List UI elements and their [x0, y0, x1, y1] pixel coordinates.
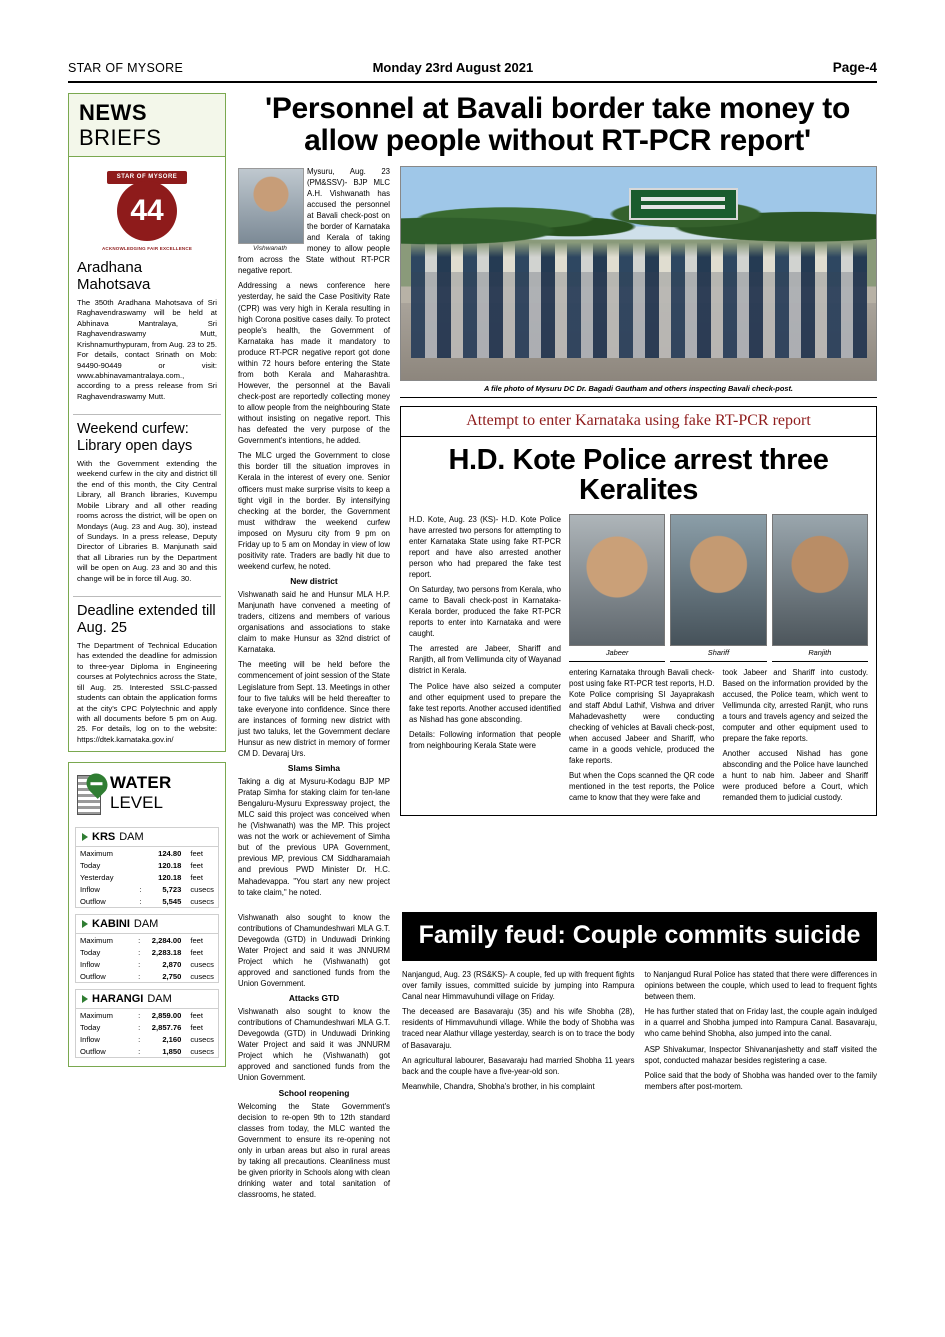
photo-caption: Vishwanath [253, 244, 287, 252]
story-paragraph: Taking a dig at Mysuru-Kodagu BJP MP Pratap Simha for staking claim for ten-lane Bengaluru-Mysuru Expressway project, the MLC said this project was conceived when he (Vishwanath) was the MP. This project was not the work or achievement of Simha but of the previous UPA Government, previous MP, previous CM Siddharamaiah and previous PWD Minister Dr. H.C. Mahadevappa. "You start any new project to take claim," he noted. [238, 776, 390, 897]
story-paragraph: Vishwanath also sought to know the contributions of Chamundeshwari MLA G.T. Devegowda (GTD) in Unduwadi Drinking Water Project and said it was JNNURM Project which he (Vishwanath) got approved and sanctioned funds from the Union Government. [238, 1007, 390, 1083]
row-value: 5,723 [162, 884, 182, 894]
row-sep [135, 859, 145, 871]
lead-story-top [238, 166, 877, 902]
row-label: Yesterday [80, 872, 114, 882]
story-paragraph: Vishwanath said he and Hunsur MLA H.P. Manjunath have convened a meeting of traders, citizens and members of various organisations and associations to stake claim to make Hunsur as 32nd district of Karnataka. [238, 590, 390, 655]
story-paragraph: entering Karnataka through Bavali check-post using fake RT-PCR test reports, H.D. Kote Police comprising SI Jayaprakash and staff Abdul Lathif, Vishwa and driver Mahadevashetty were conducting checking of vehicles at Bavali check-post, when accused Jabeer and Shariff, who came in a goods vehicle, produced the fake reports. [569, 667, 715, 766]
story-paragraph: Mysuru, Aug. 23 (PM&SSV)- BJP MLC A.H. Vishwanath has accused the personnel at Bavali check-post on the border of Karnataka and Kerala of taking money to allow people from across the State without RT-PCR negative report. [238, 166, 390, 276]
row-unit: cusecs [190, 1046, 214, 1056]
dam-block-harangi [75, 989, 219, 1058]
table-row [76, 1021, 218, 1033]
story-paragraph: Meanwhile, Chandra, Shobha's brother, in his complaint [402, 1081, 595, 1091]
row-sep: : [139, 884, 142, 894]
row-sep: : [138, 1034, 141, 1044]
table-row [76, 958, 218, 970]
brief-item [69, 259, 225, 408]
publication-name: STAR OF MYSORE [68, 61, 184, 75]
table-row [76, 934, 218, 946]
second-story-column-1 [409, 514, 561, 808]
row-label: Maximum [80, 935, 113, 945]
story-subhead: School reopening [278, 1087, 350, 1098]
dam-name-light: DAM [147, 993, 172, 1006]
story-paragraph: Details: Following information that people from neighbouring Kerala State were [409, 729, 561, 750]
brief-text: The 350th Aradhana Mahotsava of Sri Raghavendraswamy will be held at Abhinava Mantralaya, Sri Raghavendraswamy Mutt, Krishnamurthypuram, from Aug. 23 to 25. For details, contact Srinath on Mob: 94490-90449 or visit: www.abhinavamantralaya.com., according to a press release from Sri Raghavendraswamy Mutt. [77, 297, 217, 401]
lead-story-column-continued [238, 912, 390, 1204]
second-story-columns [569, 667, 868, 808]
third-story-column-2 [645, 969, 878, 1096]
second-story-right [569, 514, 868, 808]
row-value: 1,850 [162, 1046, 182, 1056]
second-story-headline: H.D. Kote Police arrest three Keralites [448, 443, 829, 507]
dam-name [76, 990, 218, 1009]
story-subhead: Slams Simha [287, 762, 341, 773]
story-paragraph: ASP Shivakumar, Inspector Shivananjashetty and staff visited the spot, conducted mahazar besides registering a case. [644, 1044, 877, 1065]
photo-caption: Jabeer [569, 646, 665, 662]
row-unit: cusecs [190, 884, 214, 894]
logo-ribbon-text: STAR OF MYSORE [116, 174, 178, 181]
row-value: 2,859.00 [151, 1010, 182, 1020]
page-body [68, 93, 877, 1204]
row-sep: : [139, 896, 142, 906]
bottom-section [238, 912, 877, 1204]
brief-title: Aradhana Mahotsava [77, 259, 151, 294]
main-content [238, 93, 877, 1204]
row-label: Inflow [80, 959, 100, 969]
dam-block-kabini [75, 914, 219, 983]
row-sep: : [138, 959, 141, 969]
story-paragraph: On Saturday, two persons from Kerala, who came to Bavali check-post in Karnataka-Kerala border, produced the fake RT-PCR reports to enter into Karnataka and were caught. [409, 585, 561, 639]
news-briefs-header [69, 94, 225, 157]
row-unit: feet [190, 935, 204, 945]
divider [73, 414, 221, 415]
row-value: 2,284.00 [151, 935, 182, 945]
third-story-column-1 [402, 969, 635, 1096]
mugshot-ranjith [772, 514, 868, 667]
lead-story-photo-column [400, 166, 877, 902]
story-paragraph: Vishwanath also sought to know the contributions of Chamundeshwari MLA G.T. Devegowda (GTD) in Unduwadi Drinking Water Project and said it was JNNURM Project which he (Vishwanath) got approved and sanctioned funds from the Union Government. [238, 912, 390, 989]
row-unit: feet [190, 848, 204, 858]
row-label: Inflow [80, 884, 100, 894]
water-level-box [68, 762, 226, 1067]
triangle-icon [82, 833, 88, 841]
water-drop-icon [77, 771, 104, 815]
row-value: 2,857.76 [151, 1022, 182, 1032]
second-story-body [401, 514, 876, 816]
accused-mugshots [569, 514, 868, 667]
lead-story-photo-caption: A file photo of Mysuru DC Dr. Bagadi Gautham and others inspecting Bavali check-post. [400, 381, 877, 398]
second-story-package [400, 406, 877, 817]
story-paragraph: An agricultural labourer, Basavaraju had married Shobha 11 years back and the couple have a five-year-old son. [402, 1055, 635, 1076]
story-paragraph: Addressing a news conference here yesterday, he said the Case Positivity Rate (CPR) was very high in Kerala resulting in high Corona positive cases daily. To protect people's health, the Government of Karnataka has made it mandatory to produce RT-PCR negative report got done within 72 hours before entering the State from both Kerala and Maharashtra. However, the personnel at the Bavali check-post are reportedly collecting money to allow people from the neighbouring State without insisting on negative report. This has defeated the very purpose of the Government's intentions, he added. [238, 281, 390, 446]
story-subhead: Attacks GTD [288, 993, 340, 1004]
page-number: Page-4 [832, 60, 877, 75]
third-story [402, 912, 877, 1204]
story-paragraph: took Jabeer and Shariff into custody. Based on the information provided by the accused, the Police team, which went to Vellimunda city, arrested Ranjit, who runs a tours and travels agency and seized the computer and other equipment used to prepare the fake reports. [722, 667, 868, 744]
lead-story-headline: 'Personnel at Bavali border take money to allow people without RT-PCR report' [264, 92, 851, 158]
dam-name-bold: KRS [92, 831, 116, 844]
news-briefs-title-line2: BRIEFS [79, 125, 162, 150]
story-paragraph: The deceased are Basavaraju (35) and his wife Shobha (28), residents of Himmavuhundi village. While the body of Shobha was traced near Alathur village yesterday, search is on to trace the body of Basavaraju. [402, 1007, 635, 1050]
row-label: Inflow [80, 1034, 100, 1044]
row-label: Today [80, 947, 101, 957]
portrait-photo [569, 514, 665, 646]
story-paragraph: The meeting will be held before the commencement of joint session of the State Legislature from Sept. 13. Meetings in other four to five taluks will be held thereafter to take everyone into confidence. Since there are instances of forming new district with just two taluks, let the Government declare Hunsur as new district in memory of former CM D. Devaraj Urs. [238, 660, 390, 758]
story-paragraph: Welcoming the State Government's decision to re-open 9th to 12th standard classes from today, the MLC wanted the Government to ensure its re-opening not only in urban areas but also in rural areas by taking all precautions. Cleanliness must be given priority in Schools along with clean drinking water and total sanitation of classrooms, he stated. [238, 1101, 390, 1200]
divider [73, 596, 221, 597]
table-row [76, 883, 218, 895]
brief-title: Weekend curfew: Library open days [77, 421, 193, 455]
star-of-mysore-logo [69, 157, 225, 253]
story-paragraph: The Police have also seized a computer and other equipment used to prepare the fake test reports. Another accused identified as Nishad has gone absconding. [409, 681, 561, 724]
logo-base-text: ACKNOWLEDGING FAIR EXCELLENCE [101, 246, 193, 252]
brief-title: Deadline extended till Aug. 25 [77, 603, 216, 637]
mugshot-jabeer [569, 514, 665, 667]
brief-text: The Department of Technical Education has extended the deadline for admission to three-year Diploma in Engineering courses at Polytechnics across the State, till Aug. 25. Interested SSLC-passed students can obtain the application forms at the city's CPC Polytechnic and apply with all documents before 5 pm on Aug. 25. For details, log on to the website: https://dtek.karnataka.gov.in/ [77, 640, 217, 744]
brief-item [69, 421, 225, 590]
third-story-columns [402, 969, 877, 1096]
story-subhead: New district [290, 576, 338, 587]
page-masthead [68, 60, 877, 83]
row-value: 120.18 [158, 872, 182, 882]
dam-name-light: DAM [119, 831, 144, 844]
brief-item [69, 603, 225, 751]
story-paragraph: The arrested are Jabeer, Shariff and Ranjith, all from Vellimunda city of Wayanad district in Kerala. [409, 644, 561, 676]
table-row [76, 1033, 218, 1045]
triangle-icon [82, 920, 88, 928]
story-paragraph: But when the Cops scanned the QR code mentioned in the test reports, the Police came to know that they were fake and [569, 771, 715, 803]
row-unit: cusecs [190, 1034, 214, 1044]
water-level-title-bold: WATER [109, 773, 172, 793]
row-unit: cusecs [190, 971, 214, 981]
dam-name-light: DAM [133, 918, 159, 931]
row-label: Today [80, 1022, 101, 1032]
row-value: 2,870 [162, 959, 182, 969]
photo-crowd [411, 235, 867, 359]
story-paragraph: He has further stated that on Friday last, the couple again indulged in a quarrel and Shobha jumped into Rampura Canal. Basavaraju, who came behind Shobha, also jumped into the canal. [644, 1007, 877, 1039]
news-briefs-title-line1: NEWS [79, 100, 147, 125]
brief-text: With the Government extending the weekend curfew in the city and district till the end of this month, the City Central Library, all Branch libraries, Kuvempu Mobile Library and all other reading rooms across the district, will be open on Mondays (Aug. 23 and Aug. 30), instead of Sundays. In a press release, Deputy Director of Libraries B. Manjunath said that all Libraries run by the Department will be open on Aug. 23 and 30 and this change will be in force till Aug. 30. [77, 458, 217, 583]
table-row [76, 1009, 218, 1021]
second-story-column-3 [723, 667, 869, 808]
row-value: 2,160 [162, 1034, 182, 1044]
row-label: Maximum [80, 848, 113, 858]
portrait-photo [772, 514, 868, 646]
story-paragraph: Another accused Nishad has gone absconding and the Police have launched a hunt to nab him. Jabeer and Shariff were produced before a Court, which remanded them to judicial custody. [722, 749, 868, 803]
photo-checkpost-board [629, 188, 738, 220]
row-label: Today [80, 860, 101, 870]
row-label: Maximum [80, 1010, 113, 1020]
publication-date: Monday 23rd August 2021 [372, 60, 534, 75]
row-unit: feet [190, 1010, 204, 1020]
row-label: Outflow [80, 896, 106, 906]
row-sep [135, 847, 145, 859]
row-unit: cusecs [190, 896, 214, 906]
row-unit: feet [190, 860, 204, 870]
row-value: 124.80 [158, 848, 182, 858]
portrait-photo [670, 514, 766, 646]
table-row [76, 871, 218, 883]
table-row [76, 895, 218, 907]
table-row [76, 946, 218, 958]
second-story-kicker: Attempt to enter Karnataka using fake RT-PCR report [401, 407, 876, 437]
row-unit: feet [190, 947, 204, 957]
mugshot-shariff [670, 514, 766, 667]
dam-name [76, 828, 218, 847]
dam-table [76, 934, 218, 982]
row-value: 2,750 [162, 971, 182, 981]
dam-block-krs [75, 827, 219, 908]
triangle-icon [82, 995, 88, 1003]
row-sep: : [138, 1046, 141, 1056]
row-sep [135, 871, 145, 883]
water-level-header [75, 769, 219, 821]
dam-name-bold: KABINI [92, 918, 130, 931]
logo-anniversary-number: 44 [117, 181, 177, 241]
lead-story-column-1 [238, 166, 390, 902]
photo-caption: Shariff [670, 646, 766, 662]
second-story-column-2 [569, 667, 715, 808]
row-value: 2,283.18 [151, 947, 182, 957]
row-sep: : [138, 935, 141, 945]
row-label: Outflow [80, 971, 106, 981]
table-row [76, 847, 218, 859]
row-sep: : [138, 1010, 141, 1020]
story-paragraph: H.D. Kote, Aug. 23 (KS)- H.D. Kote Police have arrested two persons for attempting to enter Karnataka State using fake RT-PCR report and have also arrested another person who had prepared the fake test report. [409, 514, 561, 579]
row-sep: : [138, 1022, 141, 1032]
row-sep: : [138, 971, 141, 981]
table-row [76, 970, 218, 982]
dam-name-bold: HARANGI [92, 993, 144, 1006]
row-unit: feet [190, 872, 204, 882]
water-level-title-light: LEVEL [109, 793, 163, 813]
story-paragraph: The MLC urged the Government to close this border till the situation improves in Kerala in the interest of every one. Senior officers must make surprise visits to keep a tight vigil in the border. By intensifying checking at the border, the Government must withdraw the weekend curfew imposed on Mysuru city from 9 pm on Friday up to 5 am on Monday in view of low positivity rate. Traders are badly hit due to weekend curfew, he noted. [238, 451, 390, 571]
row-value: 5,545 [162, 896, 182, 906]
story-paragraph: to Nanjangud Rural Police has stated that there were differences in opinions between the couple, which used to lead to frequent fights between them. [644, 970, 877, 1002]
story-paragraph: Police said that the body of Shobha was handed over to the family members after post-mortem. [644, 1070, 877, 1091]
table-row [76, 859, 218, 871]
row-label: Outflow [80, 1046, 106, 1056]
row-value: 120.18 [158, 860, 182, 870]
dam-table [76, 1009, 218, 1057]
third-story-headline: Family feud: Couple commits suicide [402, 912, 877, 962]
lead-story-photo [400, 166, 877, 381]
dam-table [76, 847, 218, 907]
portrait-photo [238, 168, 304, 244]
row-unit: cusecs [190, 959, 214, 969]
table-row [76, 1045, 218, 1057]
left-rail [68, 93, 226, 1204]
row-sep: : [138, 947, 141, 957]
dam-name [76, 915, 218, 934]
mugshot-vishwanath [238, 168, 302, 252]
news-briefs-box [68, 93, 226, 752]
row-unit: feet [190, 1022, 204, 1032]
story-paragraph: Nanjangud, Aug. 23 (RS&KS)- A couple, fed up with frequent fights over family issues, committed suicide by jumping into Rampura Canal near Himmavuhundi village on Friday. [402, 970, 635, 1002]
photo-caption: Ranjith [772, 646, 868, 662]
